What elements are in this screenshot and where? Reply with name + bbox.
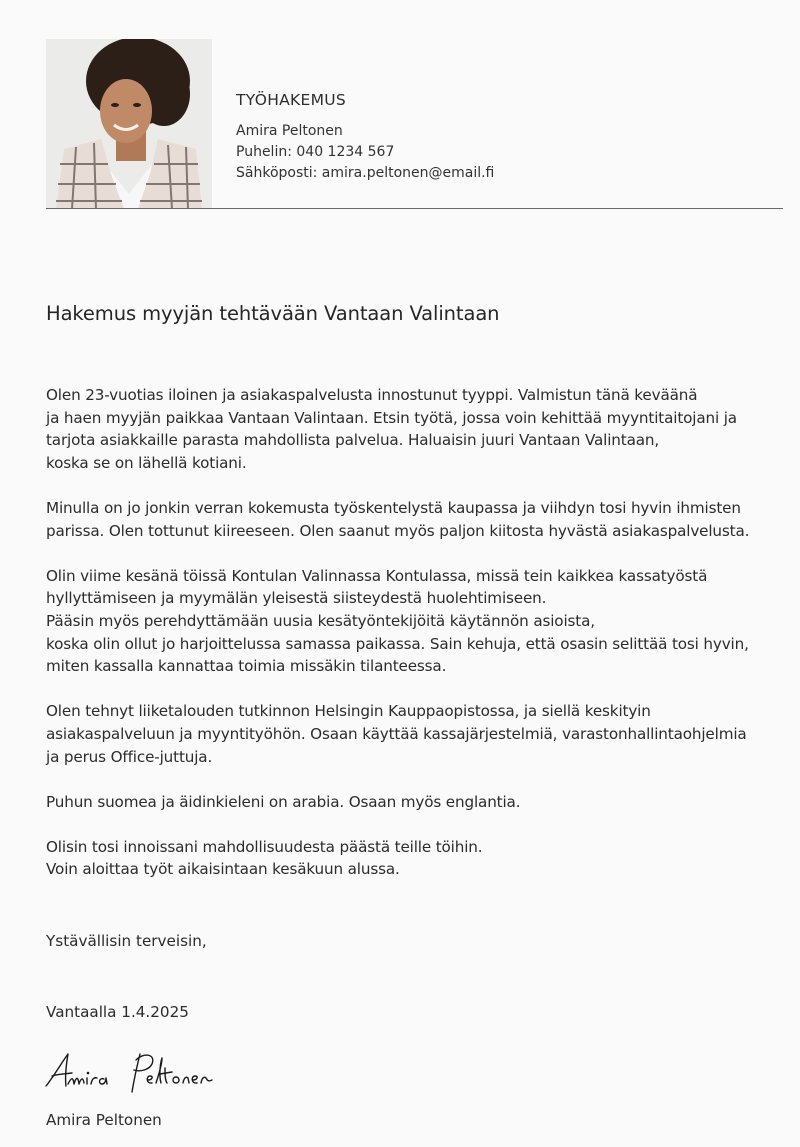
letter-header [46,39,783,209]
text-line: Voin aloittaa työt aikaisintaan kesäkuun alussa. [46,860,400,879]
text-line: koska se on lähellä kotiani. [46,453,247,472]
text-line: Olisin tosi innoissani mahdollisuudesta päästä teille töihin. [46,837,483,856]
text-line: Olen tehnyt liiketalouden tutkinnon Helsingin Kauppaopistossa, ja siellä keskityin [46,702,651,721]
paragraph-intro [46,384,786,474]
applicant-name: Amira Peltonen [236,123,343,139]
applicant-email: Sähköposti: amira.peltonen@email.fi [236,165,495,181]
handwritten-signature [44,1050,254,1095]
applicant-phone: Puhelin: 040 1234 567 [236,144,395,160]
text-line: parissa. Olen tottunut kiireeseen. Olen saanut myös paljon kiitosta hyvästä asiakaspalvelusta. [46,521,750,540]
text-line: hyllyttämiseen ja myymälän yleisestä siisteydestä huolehtimiseen. [46,589,547,608]
text-line: miten kassalla kannattaa toimia missäkin tilanteessa. [46,657,447,676]
text-line: tarjota asiakkaille parasta mahdollista palvelua. Haluaisin juuri Vantaan Valintaan, [46,431,660,450]
paragraph-previous-job [46,565,786,678]
text-line: Pääsin myös perehdyttämään uusia kesätyöntekijöitä käytännön asioista, [46,611,595,630]
text-line: Olen 23-vuotias iloinen ja asiakaspalvelusta innostunut tyyppi. Valmistun tänä keväänä [46,386,698,404]
text-line: Olin viime kesänä töissä Kontulan Valinnassa Kontulassa, missä tein kaikkea kassatyöstä [46,566,708,585]
paragraph-languages [46,791,786,814]
closing-salutation: Ystävällisin terveisin, [46,932,207,950]
paragraph-availability [46,836,786,881]
header-divider [46,208,783,209]
text-line: ja haen myyjän paikkaa Vantaan Valintaan. Etsin työtä, jossa voin kehittää myyntitaitojani ja [46,408,737,427]
profile-photo [46,39,212,209]
signer-name: Amira Peltonen [46,1111,162,1129]
contact-info [236,90,494,184]
letter-body [46,384,786,904]
signature-icon [44,1050,254,1095]
text-line: koska olin ollut jo harjoittelussa samassa paikassa. Sain kehuja, että osasin selittää tosi hyvin, [46,634,749,653]
text-line: Puhun suomea ja äidinkieleni on arabia. Osaan myös englantia. [46,792,521,811]
text-line: Minulla on jo jonkin verran kokemusta työskentelystä kaupassa ja viihdyn tosi hyvin ihmisten [46,498,741,517]
text-line: asiakaspalveluun ja myyntityöhön. Osaan käyttää kassajärjestelmiä, varastonhallintaohjelmia [46,724,747,743]
document-type-heading: TYÖHAKEMUS [236,91,347,109]
paragraph-education [46,700,786,768]
portrait-image-icon [46,39,212,209]
place-and-date: Vantaalla 1.4.2025 [46,1003,189,1021]
paragraph-experience [46,497,786,542]
text-line: ja perus Office-juttuja. [46,747,213,766]
letter-subject: Hakemus myyjän tehtävään Vantaan Valintaan [46,302,500,325]
